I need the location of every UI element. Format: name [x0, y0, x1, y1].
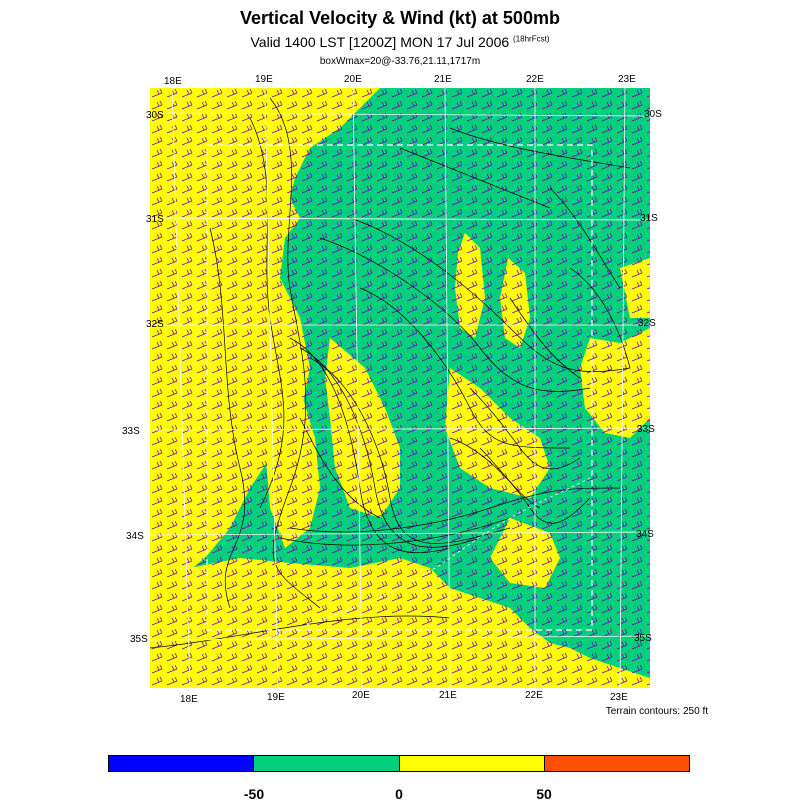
- colorbar-box: [400, 756, 545, 771]
- left-lat-label: 32S: [146, 319, 164, 330]
- top-lon-label: 19E: [255, 74, 273, 85]
- box-max-info: boxWmax=20@-33.76,21.11,1717m: [319, 56, 481, 67]
- map-title: Vertical Velocity & Wind (kt) at 500mb: [240, 8, 560, 28]
- left-lat-label: 35S: [130, 634, 148, 645]
- map-subtitle: [0, 34, 800, 50]
- colorbar: [108, 755, 690, 772]
- top-lon-label: 20E: [344, 74, 362, 85]
- bottom-lon-label: 20E: [352, 690, 370, 701]
- colorbar-tick-label: 50: [536, 786, 552, 802]
- right-lat-label: 31S: [640, 213, 658, 224]
- right-lat-label: 32S: [638, 318, 656, 329]
- right-lat-label: 33S: [637, 424, 655, 435]
- subtitle-text: Valid 1400 LST [1200Z] MON 17 Jul 2006: [250, 34, 510, 50]
- left-lat-label: 31S: [146, 214, 164, 225]
- top-lon-label: 18E: [164, 76, 182, 87]
- top-lon-label: 23E: [618, 74, 636, 85]
- forecast-hour-note: (18hrFcst): [513, 34, 550, 44]
- colorbar-box: [254, 756, 399, 771]
- bottom-lon-label: 22E: [525, 690, 543, 701]
- colorbar-tick-label: 0: [395, 786, 403, 802]
- map-panel: [150, 88, 650, 688]
- right-lat-label: 30S: [644, 109, 662, 120]
- bottom-lon-label: 21E: [439, 690, 457, 701]
- top-lon-label: 21E: [434, 74, 452, 85]
- left-lat-label: 34S: [126, 531, 144, 542]
- right-lat-label: 34S: [636, 529, 654, 540]
- wind-barbs-overlay: [150, 88, 650, 688]
- colorbar-box: [109, 756, 254, 771]
- map-svg: [150, 88, 650, 688]
- colorbar-box: [545, 756, 689, 771]
- bottom-lon-label: 23E: [610, 692, 628, 703]
- terrain-contour-note: Terrain contours: 250 ft: [605, 706, 708, 717]
- right-lat-label: 35S: [634, 633, 652, 644]
- bottom-lon-label: 19E: [267, 692, 285, 703]
- top-lon-label: 22E: [526, 74, 544, 85]
- colorbar-tick-label: -50: [243, 786, 265, 802]
- left-lat-label: 33S: [122, 426, 140, 437]
- bottom-lon-label: 18E: [180, 694, 198, 705]
- left-lat-label: 30S: [146, 110, 164, 121]
